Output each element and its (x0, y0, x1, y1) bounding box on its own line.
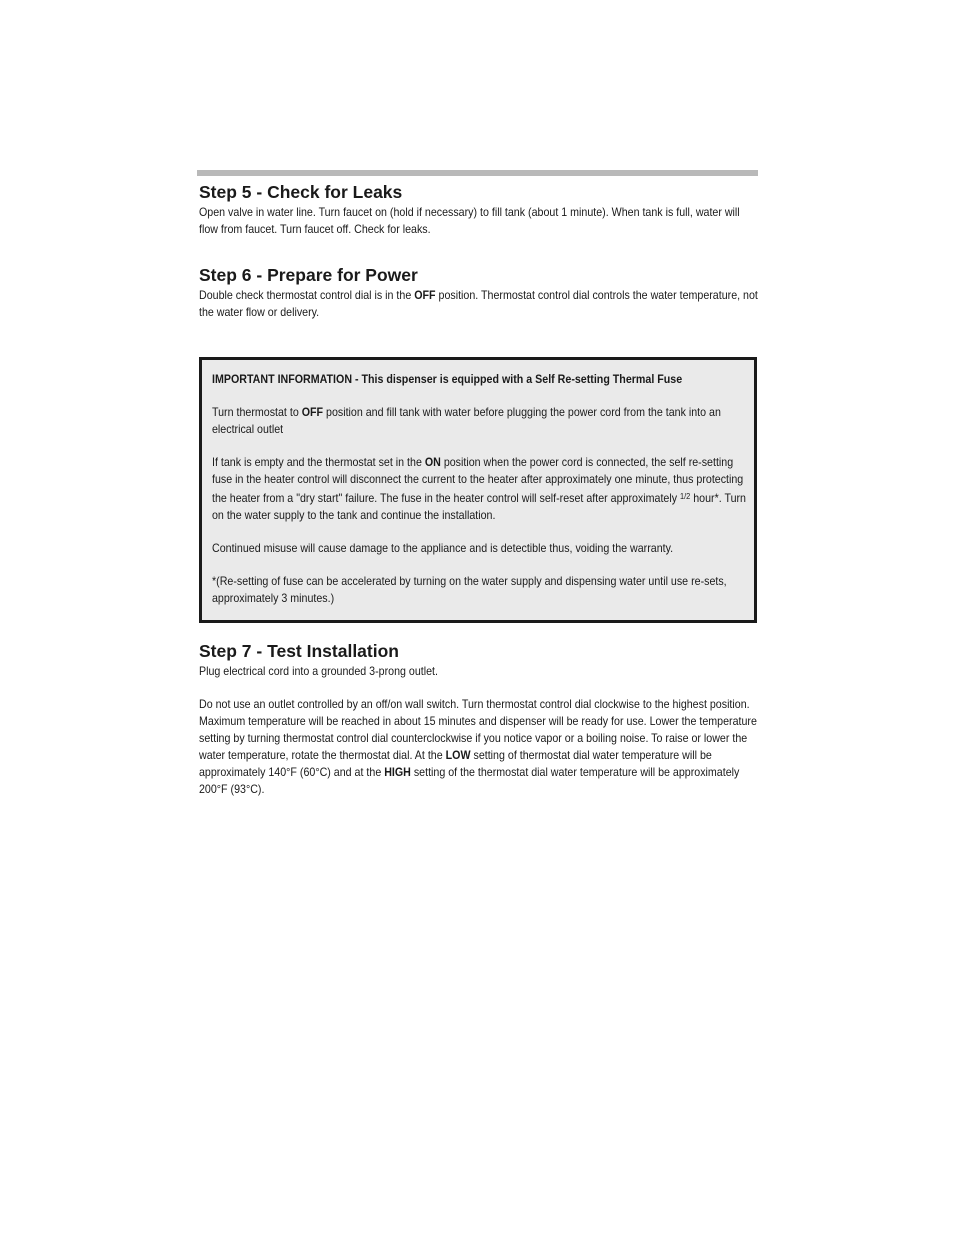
step7-paragraph-1: Plug electrical cord into a grounded 3-prong outlet. (199, 665, 438, 678)
step5-body: Open valve in water line. Turn faucet on (hold if necessary) to fill tank (about 1 minute). When tank is full, water will flow from faucet. Turn faucet off. Check for leaks. (199, 206, 740, 236)
step6-heading: Step 6 - Prepare for Power (199, 265, 418, 285)
notice-title: IMPORTANT INFORMATION - This dispenser is equipped with a Self Re-setting Thermal Fuse (212, 373, 683, 386)
half-fraction: 1/2 (680, 492, 691, 501)
step7-paragraph-2: Do not use an outlet controlled by an off/on wall switch. Turn thermostat control dial clockwise to the highest position. Maximum temperature will be reached in about 15 minutes and dispenser will be ready for use. Lower the temperature setting by turning thermostat control dial counterclockwise if you notice vapor or a boiling noise. To raise or lower the water temperature, rotate the thermostat dial. At the LOW setting of thermostat dial water temperature will be approximately 140°F (60°C) and at the HIGH setting of the thermostat dial water temperature will be approximately 200°F (93°C). (199, 698, 757, 796)
notice-paragraph-3: Continued misuse will cause damage to the appliance and is detectible thus, voiding the warranty. (212, 542, 674, 555)
step7-heading: Step 7 - Test Installation (199, 641, 399, 661)
notice-paragraph-2: If tank is empty and the thermostat set in the ON position when the power cord is connected, the self re-setting fuse in the heater control will disconnect the current to the heater after approximately one minute, thus protecting the heater from a "dry start" failure. The fuse in the heater control will self-reset after approximately $^{1/2}$ hour*. Turn on the water supply to the tank and continue the installation. (212, 456, 747, 522)
important-notice-box (199, 357, 757, 623)
step6-body: Double check thermostat control dial is in the OFF position. Thermostat control dial controls the water temperature, not the water flow or delivery. (199, 289, 758, 319)
section-divider (197, 170, 758, 176)
document-body (199, 180, 758, 798)
notice-paragraph-4: *(Re-setting of fuse can be accelerated by turning on the water supply and dispensing water until use re-sets, approximately 3 minutes.) (212, 575, 727, 605)
notice-paragraph-1: Turn thermostat to OFF position and fill tank with water before plugging the power cord from the tank into an electrical outlet (212, 406, 721, 436)
step5-heading: Step 5 - Check for Leaks (199, 182, 403, 202)
